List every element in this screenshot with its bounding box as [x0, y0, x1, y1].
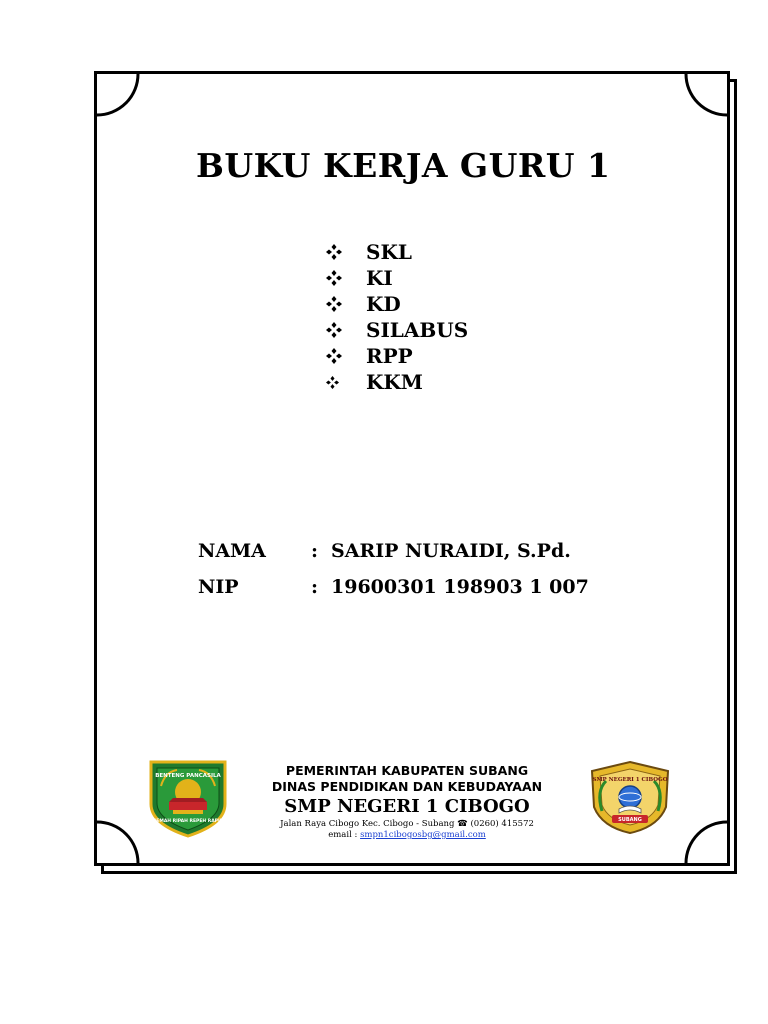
teacher-nip-row [198, 576, 638, 602]
list-item-label: KI [366, 266, 393, 290]
name-colon: : [311, 540, 319, 562]
list-item-label: RPP [366, 344, 413, 368]
emblem-top-text: BENTENG PANCASILA [155, 773, 221, 779]
list-item [326, 239, 468, 265]
diamond-bullet-icon [326, 244, 366, 260]
name-value: SARIP NURAIDI, S.Pd. [331, 540, 571, 562]
page-title: BUKU KERJA GURU 1 [196, 146, 611, 185]
school-logo-bottom-text: SUBANG [618, 817, 642, 823]
list-item [326, 369, 468, 395]
list-item [326, 265, 468, 291]
government-name: PEMERINTAH KABUPATEN SUBANG [285, 763, 529, 778]
school-email-line [240, 830, 574, 841]
list-item-label: SILABUS [366, 318, 469, 342]
diamond-bullet-icon [326, 376, 366, 389]
list-item-label: KD [366, 292, 401, 316]
corner-ornament-top-right [684, 71, 730, 117]
diamond-bullet-icon [326, 322, 366, 338]
diamond-bullet-icon [326, 296, 366, 312]
nip-colon: : [311, 576, 319, 598]
school-letterhead [240, 763, 574, 841]
page-border [94, 71, 730, 866]
corner-ornament-bottom-left [94, 820, 140, 866]
list-item [326, 317, 468, 343]
school-logo [588, 759, 672, 835]
subang-regency-emblem [147, 758, 229, 838]
email-link[interactable]: smpn1cibogosbg@gmail.com [360, 830, 486, 840]
department-name: DINAS PENDIDIKAN DAN KEBUDAYAAN [271, 779, 543, 794]
teacher-name-row [198, 540, 638, 566]
list-item-label: SKL [366, 240, 412, 264]
name-label: NAMA [198, 540, 266, 562]
email-label: email : [328, 830, 361, 840]
corner-ornament-top-left [94, 71, 140, 117]
corner-ornament-bottom-right [684, 820, 730, 866]
list-item [326, 291, 468, 317]
diamond-bullet-icon [326, 348, 366, 364]
nip-label: NIP [198, 576, 239, 598]
emblem-bottom-text: GEMAH RIPAH REPEH RAPIH [152, 819, 224, 824]
school-address: Jalan Raya Cibogo Kec. Cibogo - Subang ☎ (0260) 415572 [280, 819, 534, 829]
nip-value: 19600301 198903 1 007 [331, 576, 589, 598]
school-name: SMP NEGERI 1 CIBOGO [284, 796, 530, 817]
document-contents-list [326, 239, 468, 395]
diamond-bullet-icon [326, 270, 366, 286]
list-item-label: KKM [366, 370, 423, 394]
school-logo-top-text: SMP NEGERI 1 CIBOGO [592, 777, 668, 783]
list-item [326, 343, 468, 369]
